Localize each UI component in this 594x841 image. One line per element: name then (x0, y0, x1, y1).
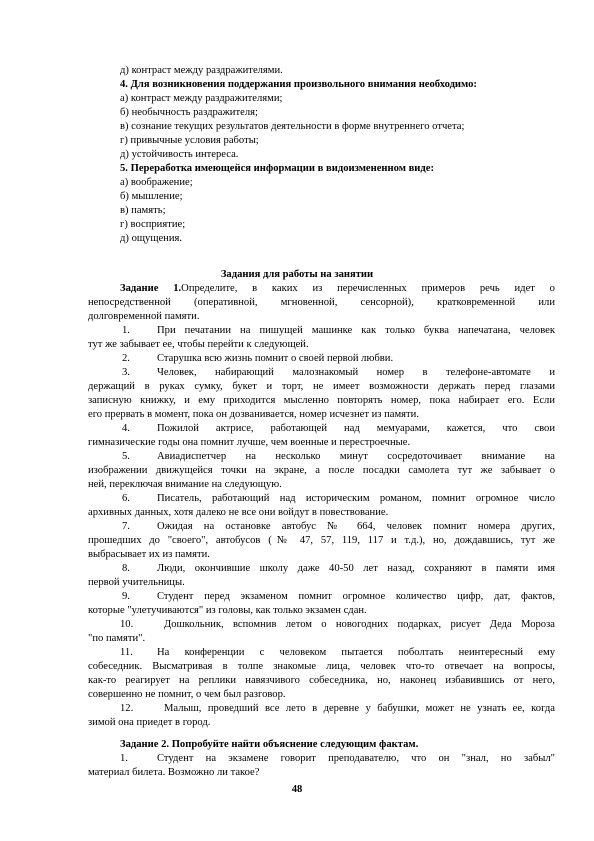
page-number: 48 (291, 784, 303, 795)
section-title: Задания для работы на занятии (220, 269, 374, 280)
item-number: 9. (122, 591, 130, 602)
item-number: 10. (120, 619, 134, 630)
item-text-line: "по памяти". (88, 633, 146, 644)
answer-line: б) необычность раздражителя; (120, 107, 258, 118)
item-number: 7. (122, 521, 130, 532)
answer-line: а) воображение; (120, 177, 193, 188)
item-text-line: его прервать в момент, пока он дозванивается, номер исчезнет из памяти. (88, 409, 420, 420)
item-text-line: гимназические годы она помнит лучше, чем военные и перестроечные. (88, 437, 411, 448)
item-text-line: как-то реагирует на реплики навязчивого собеседника, но, наконец избавившись от него, (88, 675, 555, 686)
task2-item-number: 1. (120, 753, 128, 764)
item-text-line: выбрасывает их из памяти. (88, 549, 210, 560)
question-4: 4. Для возникновения поддержания произвольного внимания необходимо: (120, 79, 477, 90)
item-text-line: Пожилой актрисе, работающей над мемуарами, кажется, что свои (157, 423, 555, 434)
item-text-line: архивных данных, хотя далеко не все они войдут в повествование. (88, 507, 389, 518)
item-text-line: Студент перед экзаменом помнит огромное количество цифр, дат, фактов, (157, 591, 555, 602)
item-text-line: На конференции с человеком пытается поболтать неинтересный ему (157, 647, 555, 658)
item-text-line: Малыш, проведший все лето в деревне у бабушки, может не узнать ее, когда (164, 703, 555, 714)
answer-line: г) привычные условия работы; (120, 135, 259, 146)
task1-text: Определите, в каких из перечисленных примеров речь идет о (181, 283, 555, 294)
task2-title: Задание 2. Попробуйте найти объяснение следующим фактам. (120, 739, 419, 750)
item-number: 1. (122, 325, 130, 336)
task2-item-line: материал билета. Возможно ли такое? (88, 767, 260, 778)
answer-line: д) устойчивость интереса. (120, 149, 239, 160)
item-text-line: Авиадиспетчер на несколько минут сосредоточивает внимание на (157, 451, 555, 462)
item-text-line: записную книжку, и ему приходится мысленно повторять номер, пока набирает его. Если (88, 395, 555, 406)
item-text-line: изображении движущейся точки на экране, а после посадки самолета тут же забывает о (88, 465, 555, 476)
item-text-line: При печатании на пишущей машинке как только буква напечатана, человек (157, 325, 555, 336)
task2-item-line: Студент на экзамене говорит преподавателю, что он "знал, но забыл" (157, 753, 555, 764)
item-text-line: Дошкольник, вспомнив летом о новогодних подарках, рисует Деда Мороза (164, 619, 555, 630)
answer-line: д) ощущения. (120, 233, 183, 244)
item-number: 11. (120, 647, 133, 658)
task1-line: долговременной памяти. (88, 311, 200, 322)
item-text-line: Старушка всю жизнь помнит о своей первой любви. (157, 353, 394, 364)
item-text-line: Ожидая на остановке автобус № 664, человек помнит номера других, (157, 521, 555, 532)
item-text-line: собеседник. Высматривая в толпе знакомые лица, человек что-то отвечает на вопросы, (88, 661, 555, 672)
item-number: 8. (122, 563, 130, 574)
answer-line: в) сознание текущих результатов деятельности в форме внутреннего отчета; (120, 121, 465, 132)
task1-lead: Задание 1. (120, 283, 182, 294)
task1-line: непосредственной (оперативной, мгновенной, сенсорной), кратковременной или (88, 297, 555, 308)
item-text-line: Писатель, работающий над историческим романом, помнит огромное число (157, 493, 555, 504)
item-text-line: тут же забывает ее, чтобы перейти к следующей. (88, 339, 309, 350)
answer-line: а) контраст между раздражителями; (120, 93, 283, 104)
answer-line: г) восприятие; (120, 219, 186, 230)
answer-line: д) контраст между раздражителями. (120, 65, 283, 76)
item-text-line: Человек, набирающий малознакомый номер в телефоне-автомате и (157, 367, 555, 378)
item-text-line: Люди, окончившие школу даже 40-50 лет назад, сохраняют в памяти имя (157, 563, 555, 574)
item-text-line: прошедших до "своего", автобусов (№ 47, 57, 119, 117 и т.д.), но, дождавшись, тут же (88, 535, 555, 546)
item-text-line: которые "улетучиваются" из головы, как только экзамен сдан. (88, 605, 367, 616)
item-number: 12. (120, 703, 134, 714)
item-number: 5. (122, 451, 130, 462)
item-text-line: первой учительницы. (88, 577, 185, 588)
answer-line: б) мышление; (120, 191, 183, 202)
answer-line: в) память; (120, 205, 166, 216)
question-5: 5. Переработка имеющейся информации в видоизмененном виде: (120, 163, 435, 174)
item-number: 6. (122, 493, 130, 504)
item-number: 2. (122, 353, 130, 364)
item-text-line: держащий в руках сумку, букет и торт, не имеет возможности держать перед глазами (88, 381, 555, 392)
item-text-line: ней, переключая внимание на следующую. (88, 479, 282, 490)
item-text-line: зимой она приедет в город. (88, 717, 211, 728)
task1-line (120, 282, 555, 296)
item-number: 3. (122, 367, 130, 378)
item-text-line: совершенно не помнит, о чем был разговор. (88, 689, 286, 700)
item-number: 4. (122, 423, 130, 434)
